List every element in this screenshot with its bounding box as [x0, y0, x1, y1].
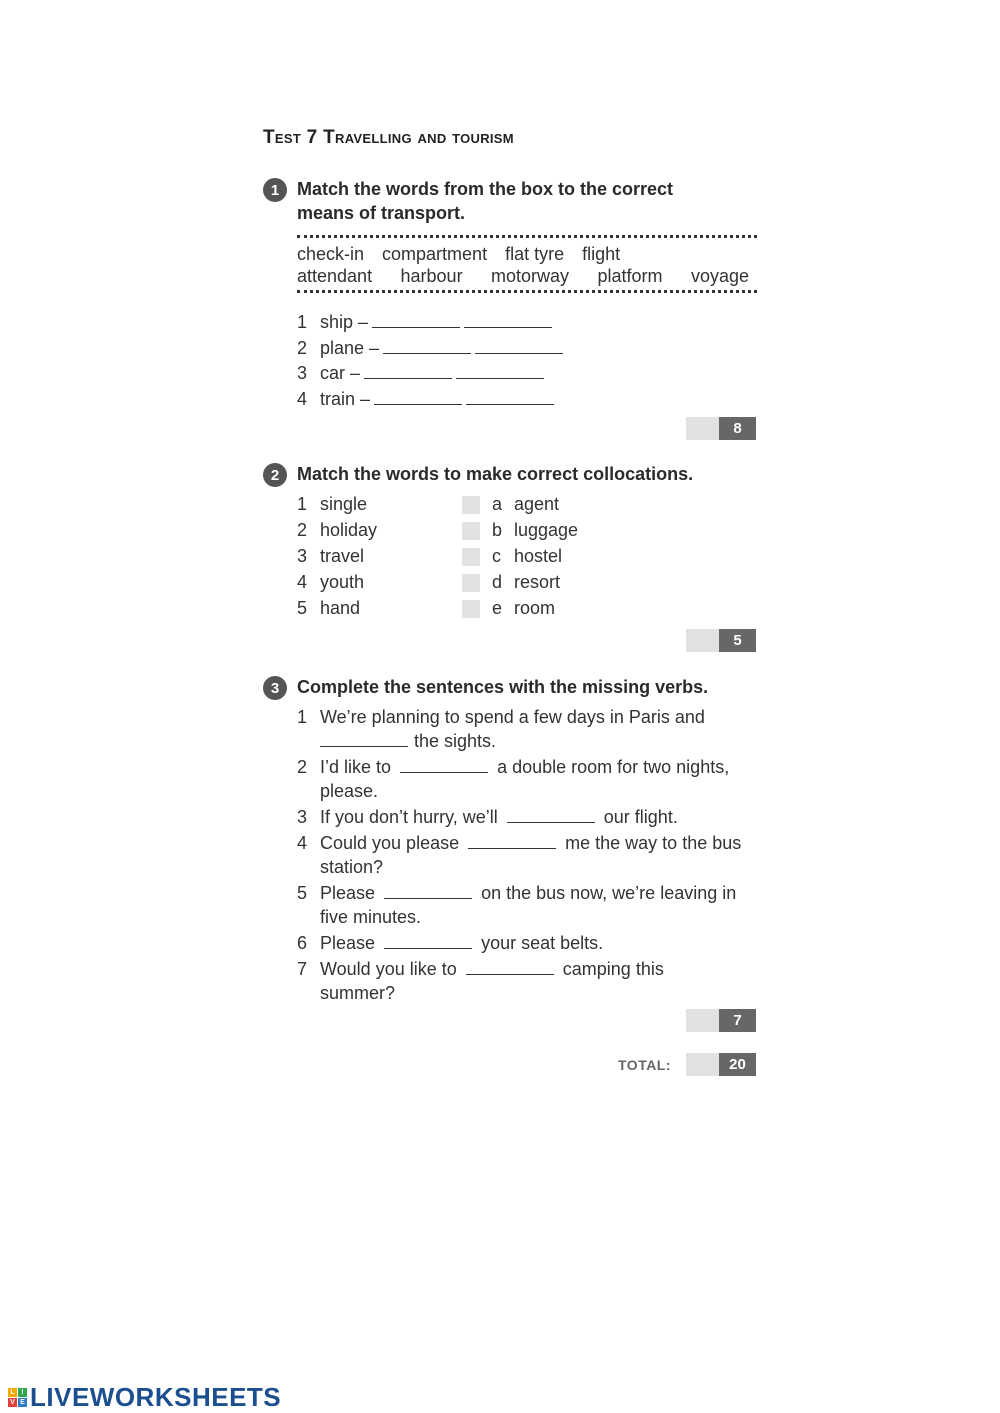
logo-letter: L — [8, 1388, 17, 1397]
item-number: 7 — [297, 959, 308, 979]
item-number: 3 — [297, 363, 308, 383]
sentence-text: on the bus now, we’re leaving in five minutes. — [320, 883, 737, 927]
answer-blank[interactable] — [466, 960, 554, 975]
exercise-number-badge: 1 — [263, 178, 287, 202]
answer-blank[interactable] — [475, 339, 563, 354]
score-value: 5 — [719, 629, 756, 652]
item-label: plane – — [320, 338, 380, 358]
transport-item — [297, 338, 563, 359]
sentence-text: me the way to the bus station? — [320, 833, 742, 877]
collocation-left — [297, 494, 367, 515]
answer-box[interactable] — [462, 548, 480, 566]
item-number: 5 — [297, 598, 308, 618]
answer-box[interactable] — [462, 496, 480, 514]
item-label: train – — [320, 389, 371, 409]
answer-blank[interactable] — [507, 808, 595, 823]
item-number: 2 — [297, 757, 308, 777]
transport-item — [297, 363, 544, 384]
word-box — [297, 235, 757, 293]
collocation-right — [462, 546, 562, 567]
answer-blank[interactable] — [384, 884, 472, 899]
answer-blank[interactable] — [464, 313, 552, 328]
item-number: 6 — [297, 933, 308, 953]
item-number: 4 — [297, 833, 308, 853]
sentence-text: If you don’t hurry, we’ll — [320, 807, 498, 827]
sentence-text: Could you please — [320, 833, 460, 853]
item-label: ship – — [320, 312, 369, 332]
exercise-1-instruction — [297, 177, 673, 225]
logo-letter: I — [18, 1388, 27, 1397]
exercise-1-header — [263, 177, 673, 225]
word-box-word: motorway — [491, 266, 570, 286]
word-box-word: voyage — [690, 266, 749, 286]
answer-blank[interactable] — [384, 934, 472, 949]
instruction-line-1: Match the words from the box to the correct — [297, 179, 674, 199]
sentence-item — [297, 755, 767, 803]
item-word: hand — [320, 598, 361, 618]
option-letter: e — [492, 598, 503, 618]
option-letter: b — [492, 520, 503, 540]
sentence-item — [297, 705, 767, 753]
logo-mark-icon — [8, 1388, 27, 1407]
item-number: 5 — [297, 883, 308, 903]
word-box-word: compartment — [382, 244, 488, 264]
answer-blank[interactable] — [400, 758, 488, 773]
logo-text: LIVEWORKSHEETS — [30, 1382, 282, 1412]
item-number: 1 — [297, 494, 308, 514]
item-label: car – — [320, 363, 361, 383]
exercise-3-header — [263, 675, 708, 700]
collocation-left — [297, 520, 377, 541]
answer-box[interactable] — [462, 522, 480, 540]
option-word: hostel — [514, 546, 563, 566]
sentence-text: I’d like to — [320, 757, 392, 777]
word-box-word: attendant — [297, 266, 373, 286]
item-number: 1 — [297, 707, 308, 727]
word-box-word: flat tyre — [505, 244, 565, 264]
score-value: 7 — [719, 1009, 756, 1032]
score-box — [686, 1009, 756, 1032]
score-value: 8 — [719, 417, 756, 440]
sentence-text: Please — [320, 933, 376, 953]
collocation-left — [297, 546, 364, 567]
transport-item — [297, 312, 552, 333]
answer-blank[interactable] — [383, 339, 471, 354]
word-box-word: check-in — [297, 244, 365, 264]
collocation-left — [297, 572, 364, 593]
option-letter: d — [492, 572, 503, 592]
sentence-text: Please — [320, 883, 376, 903]
word-box-line-1 — [297, 243, 757, 265]
score-box — [686, 629, 756, 652]
collocation-right — [462, 572, 560, 593]
exercise-2-header — [263, 462, 693, 487]
option-word: agent — [514, 494, 560, 514]
total-label: TOTAL: — [618, 1057, 672, 1073]
answer-blank[interactable] — [364, 364, 452, 379]
item-number: 4 — [297, 572, 308, 592]
item-number: 3 — [297, 546, 308, 566]
item-number: 1 — [297, 312, 308, 332]
answer-blank[interactable] — [456, 364, 544, 379]
item-number: 2 — [297, 520, 308, 540]
exercise-3-instruction: Complete the sentences with the missing verbs. — [297, 677, 709, 697]
page-title: Test 7 Travelling and tourism — [263, 127, 514, 148]
sentence-text: a double room for two nights, please. — [320, 757, 730, 801]
option-letter: a — [492, 494, 503, 514]
sentence-item — [297, 881, 767, 929]
total-score-box — [686, 1053, 756, 1076]
word-box-line-2 — [297, 265, 757, 287]
answer-blank[interactable] — [374, 390, 462, 405]
score-box — [686, 417, 756, 440]
collocation-right — [462, 598, 555, 619]
option-word: luggage — [514, 520, 579, 540]
item-number: 2 — [297, 338, 308, 358]
word-box-word: flight — [582, 244, 621, 264]
item-word: holiday — [320, 520, 378, 540]
word-box-word: harbour — [400, 266, 463, 286]
sentence-item — [297, 831, 767, 879]
total-score-value: 20 — [719, 1053, 756, 1076]
sentence-text: our flight. — [603, 807, 678, 827]
instruction-line-2: means of transport. — [297, 203, 466, 223]
exercise-number-badge: 2 — [263, 463, 287, 487]
sentence-text: the sights. — [414, 731, 497, 751]
answer-box[interactable] — [462, 600, 480, 618]
collocation-left — [297, 598, 360, 619]
logo-letter: V — [8, 1398, 17, 1407]
answer-blank[interactable] — [468, 834, 556, 849]
word-box-word: platform — [597, 266, 663, 286]
exercise-number-badge: 3 — [263, 676, 287, 700]
sentence-text: your seat belts. — [481, 933, 604, 953]
item-number: 3 — [297, 807, 308, 827]
answer-box[interactable] — [462, 574, 480, 592]
exercise-2-instruction: Match the words to make correct collocations. — [297, 464, 694, 484]
transport-item — [297, 389, 554, 410]
sentence-item — [297, 957, 717, 1005]
item-number: 4 — [297, 389, 308, 409]
sentence-text: Would you like to — [320, 959, 457, 979]
answer-blank[interactable] — [372, 313, 460, 328]
sentence-text: We’re planning to spend a few days in Paris and — [320, 707, 705, 727]
liveworksheets-logo[interactable] — [8, 1382, 281, 1413]
sentence-item — [297, 805, 767, 829]
option-word: room — [514, 598, 556, 618]
collocation-right — [462, 520, 578, 541]
sentence-text: camping this summer? — [320, 959, 664, 1003]
option-letter: c — [492, 546, 501, 566]
item-word: single — [320, 494, 368, 514]
item-word: travel — [320, 546, 365, 566]
item-word: youth — [320, 572, 365, 592]
logo-letter: E — [18, 1398, 27, 1407]
option-word: resort — [514, 572, 561, 592]
collocation-right — [462, 494, 559, 515]
answer-blank[interactable] — [320, 732, 408, 747]
sentence-item — [297, 931, 767, 955]
answer-blank[interactable] — [466, 390, 554, 405]
